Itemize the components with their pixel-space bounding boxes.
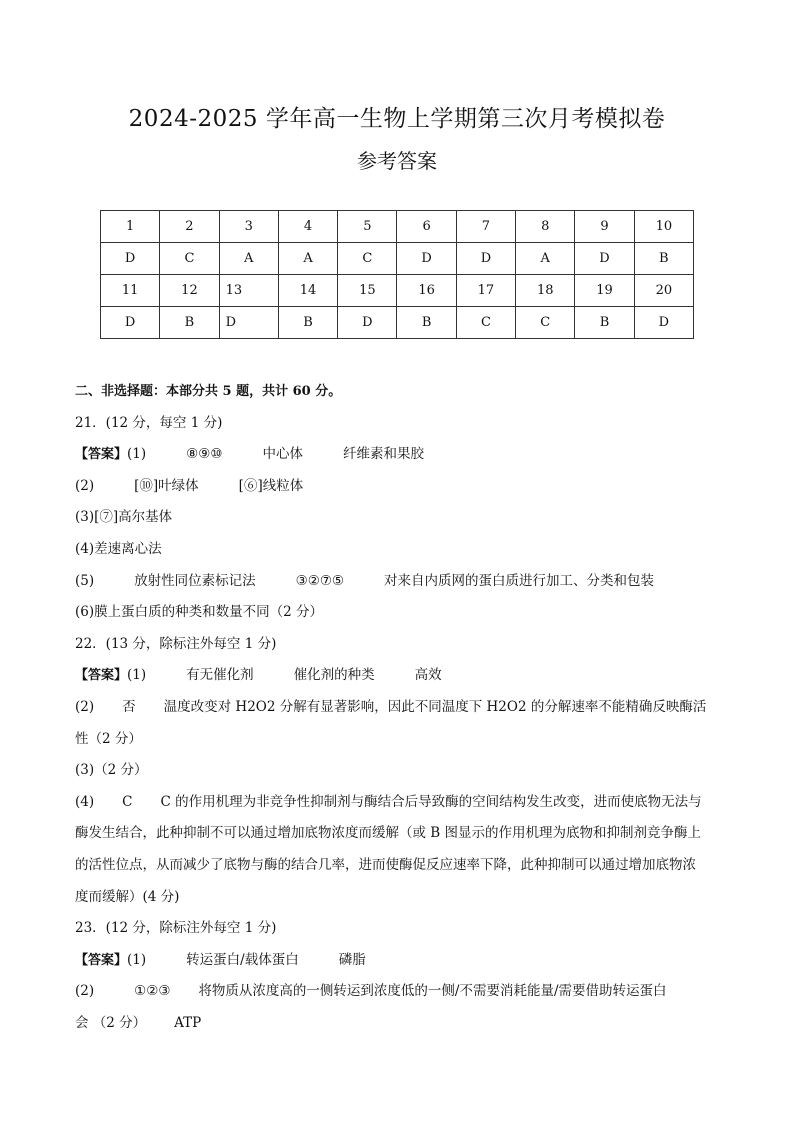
- table-cell: C: [338, 243, 397, 275]
- table-cell: B: [575, 307, 634, 339]
- answer-line: (3)（2 分）: [75, 762, 148, 779]
- table-cell: A: [278, 243, 337, 275]
- table-cell: C: [516, 307, 575, 339]
- table-cell: 14: [278, 275, 337, 307]
- table-cell: 18: [516, 275, 575, 307]
- answer-line: 【答案】(1) 转运蛋白/载体蛋白 磷脂: [75, 951, 366, 968]
- table-cell: 9: [575, 211, 634, 243]
- table-cell: 8: [516, 211, 575, 243]
- answer-body: [75, 376, 725, 1039]
- table-cell: 2: [160, 211, 219, 243]
- answer-line: 度而缓解）(4 分): [75, 888, 180, 905]
- table-cell: 19: [575, 275, 634, 307]
- table-cell: B: [634, 243, 693, 275]
- table-cell: 3: [219, 211, 278, 243]
- answer-table: [100, 210, 694, 339]
- table-cell: 1: [101, 211, 160, 243]
- table-cell: D: [338, 307, 397, 339]
- answer-label: 【答案】: [75, 952, 128, 968]
- table-cell: 15: [338, 275, 397, 307]
- answer-line: 会 （2 分） ATP: [75, 1014, 202, 1031]
- table-cell: C: [160, 243, 219, 275]
- table-row: [101, 243, 694, 275]
- table-cell: 16: [397, 275, 456, 307]
- table-cell: D: [634, 307, 693, 339]
- table-cell: D: [575, 243, 634, 275]
- answer-line: 【答案】(1) ⑧⑨⑩ 中心体 纤维素和果胶: [75, 446, 424, 463]
- answer-line: 性（2 分）: [75, 730, 142, 747]
- table-cell: D: [456, 243, 515, 275]
- answer-line: (5) 放射性同位素标记法 ③②⑦⑤ 对来自内质网的蛋白质进行加工、分类和包装: [75, 572, 655, 589]
- page-title: 2024-2025 学年高一生物上学期第三次月考模拟卷: [128, 106, 666, 132]
- table-row: [101, 211, 694, 243]
- table-cell: 12: [160, 275, 219, 307]
- question-heading: 21．(12 分，每空 1 分): [75, 414, 223, 431]
- table-cell: D: [101, 307, 160, 339]
- table-row: [101, 275, 694, 307]
- answer-line: (3)[⑦]高尔基体: [75, 509, 173, 526]
- table-cell: 20: [634, 275, 693, 307]
- table-cell: D: [101, 243, 160, 275]
- table-cell: B: [397, 307, 456, 339]
- table-row: [101, 307, 694, 339]
- answer-line: 酶发生结合，此种抑制不可以通过增加底物浓度而缓解（或 B 图显示的作用机理为底物和抑制剂竞争酶上: [75, 825, 702, 842]
- answer-line: (2) 否 温度改变对 H2O2 分解有显著影响，因此不同温度下 H2O2 的分解速率不能精确反映酶活: [75, 698, 707, 715]
- answer-label: 【答案】: [75, 447, 128, 463]
- table-cell: B: [278, 307, 337, 339]
- answer-line: (4)差速离心法: [75, 540, 162, 557]
- table-cell: 7: [456, 211, 515, 243]
- question-heading: 22．(13 分，除标注外每空 1 分): [75, 635, 277, 652]
- question-heading: 23．(12 分，除标注外每空 1 分): [75, 920, 277, 937]
- answer-line: (6)膜上蛋白质的种类和数量不同（2 分）: [75, 604, 324, 621]
- answer-line: 的活性位点，从而减少了底物与酶的结合几率，进而使酶促反应速率下降，此种抑制可以通过增加底物浓: [75, 856, 696, 873]
- table-cell: D: [397, 243, 456, 275]
- page-subtitle: 参考答案: [357, 149, 437, 173]
- table-cell: D: [219, 307, 278, 339]
- table-cell: 6: [397, 211, 456, 243]
- section-heading: 二、非选择题：本部分共 5 题，共计 60 分。: [75, 384, 342, 399]
- table-cell: 10: [634, 211, 693, 243]
- answer-line: (4) C C 的作用机理为非竞争性抑制剂与酶结合后导致酶的空间结构发生改变，进而使底物无法与: [75, 793, 702, 810]
- answer-line: (2) [⑩]叶绿体 [⑥]线粒体: [75, 477, 304, 494]
- table-cell: C: [456, 307, 515, 339]
- table-cell: 4: [278, 211, 337, 243]
- table-cell: 13: [219, 275, 278, 307]
- table-cell: B: [160, 307, 219, 339]
- answer-line: 【答案】(1) 有无催化剂 催化剂的种类 高效: [75, 667, 442, 684]
- answer-label: 【答案】: [75, 668, 128, 684]
- table-cell: 17: [456, 275, 515, 307]
- table-cell: 5: [338, 211, 397, 243]
- table-cell: A: [516, 243, 575, 275]
- table-cell: A: [219, 243, 278, 275]
- answer-line: (2) ①②③ 将物质从浓度高的一侧转运到浓度低的一侧/不需要消耗能量/需要借助转运蛋白: [75, 983, 667, 1000]
- table-cell: 11: [101, 275, 160, 307]
